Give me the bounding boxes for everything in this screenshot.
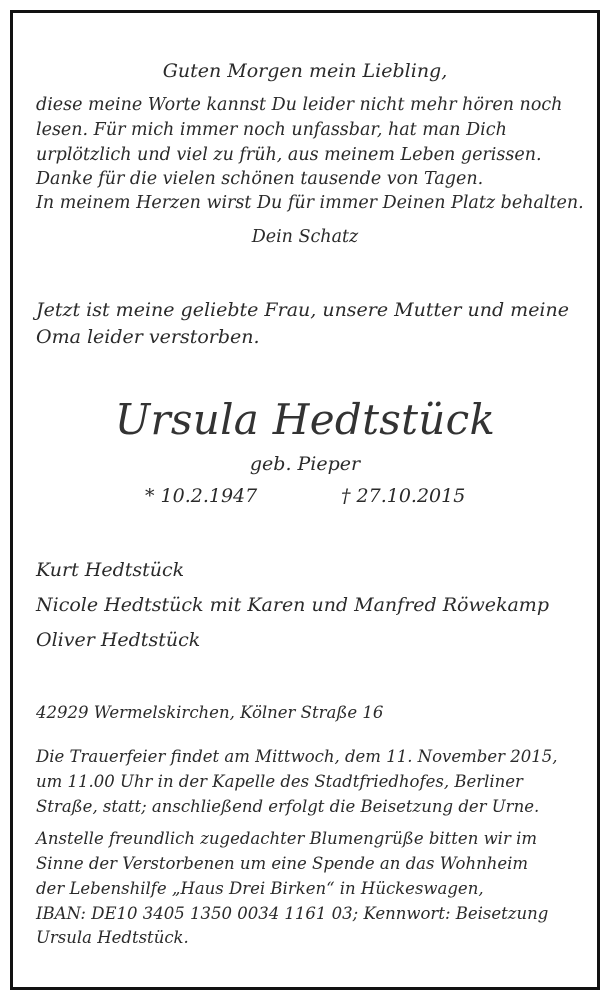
maiden-name: geb. Pieper (249, 453, 361, 475)
funeral-line: um 11.00 Uhr in der Kapelle des Stadtfriedhofes, Berliner (36, 772, 523, 791)
donation-line: Ursula Hedtstück. (36, 928, 189, 947)
announcement-line: Oma leider verstorben. (36, 326, 260, 348)
mourner-name: Kurt Hedtstück (36, 559, 185, 581)
poem-line: lesen. Für mich immer noch unfassbar, hat man Dich (36, 120, 507, 140)
donation-line: IBAN: DE10 3405 1350 0034 1161 03; Kennwort: Beisetzung (36, 904, 549, 923)
poem-line: In meinem Herzen wirst Du für immer Deinen Platz behalten. (36, 193, 584, 213)
mourner-name: Nicole Hedtstück mit Karen und Manfred Röwekamp (36, 594, 549, 616)
poem-line: urplötzlich und viel zu früh, aus meinem Leben gerissen. (36, 145, 542, 165)
address: 42929 Wermelskirchen, Kölner Straße 16 (36, 703, 384, 722)
poem-signature: Dein Schatz (251, 227, 359, 247)
donation-line: Sinne der Verstorbenen um eine Spende an das Wohnheim (36, 854, 529, 873)
donation-line: Anstelle freundlich zugedachter Blumengrüße bitten wir im (36, 829, 538, 848)
funeral-line: Die Trauerfeier findet am Mittwoch, dem 11. November 2015, (36, 747, 558, 766)
mourner-name: Oliver Hedtstück (36, 629, 201, 651)
birth-date: * 10.2.1947 (145, 485, 258, 507)
deceased-name: Ursula Hedtstück (114, 395, 496, 444)
donation-line: der Lebenshilfe „Haus Drei Birken“ in Hückeswagen, (36, 879, 484, 898)
funeral-line: Straße, statt; anschließend erfolgt die Beisetzung der Urne. (36, 797, 540, 816)
poem-line: Danke für die vielen schönen tausende von Tagen. (36, 169, 484, 189)
poem-line: diese meine Worte kannst Du leider nicht mehr hören noch (36, 95, 563, 115)
death-date: † 27.10.2015 (341, 485, 466, 507)
announcement-line: Jetzt ist meine geliebte Frau, unsere Mutter und meine (36, 299, 569, 321)
poem-greeting: Guten Morgen mein Liebling, (162, 60, 448, 82)
